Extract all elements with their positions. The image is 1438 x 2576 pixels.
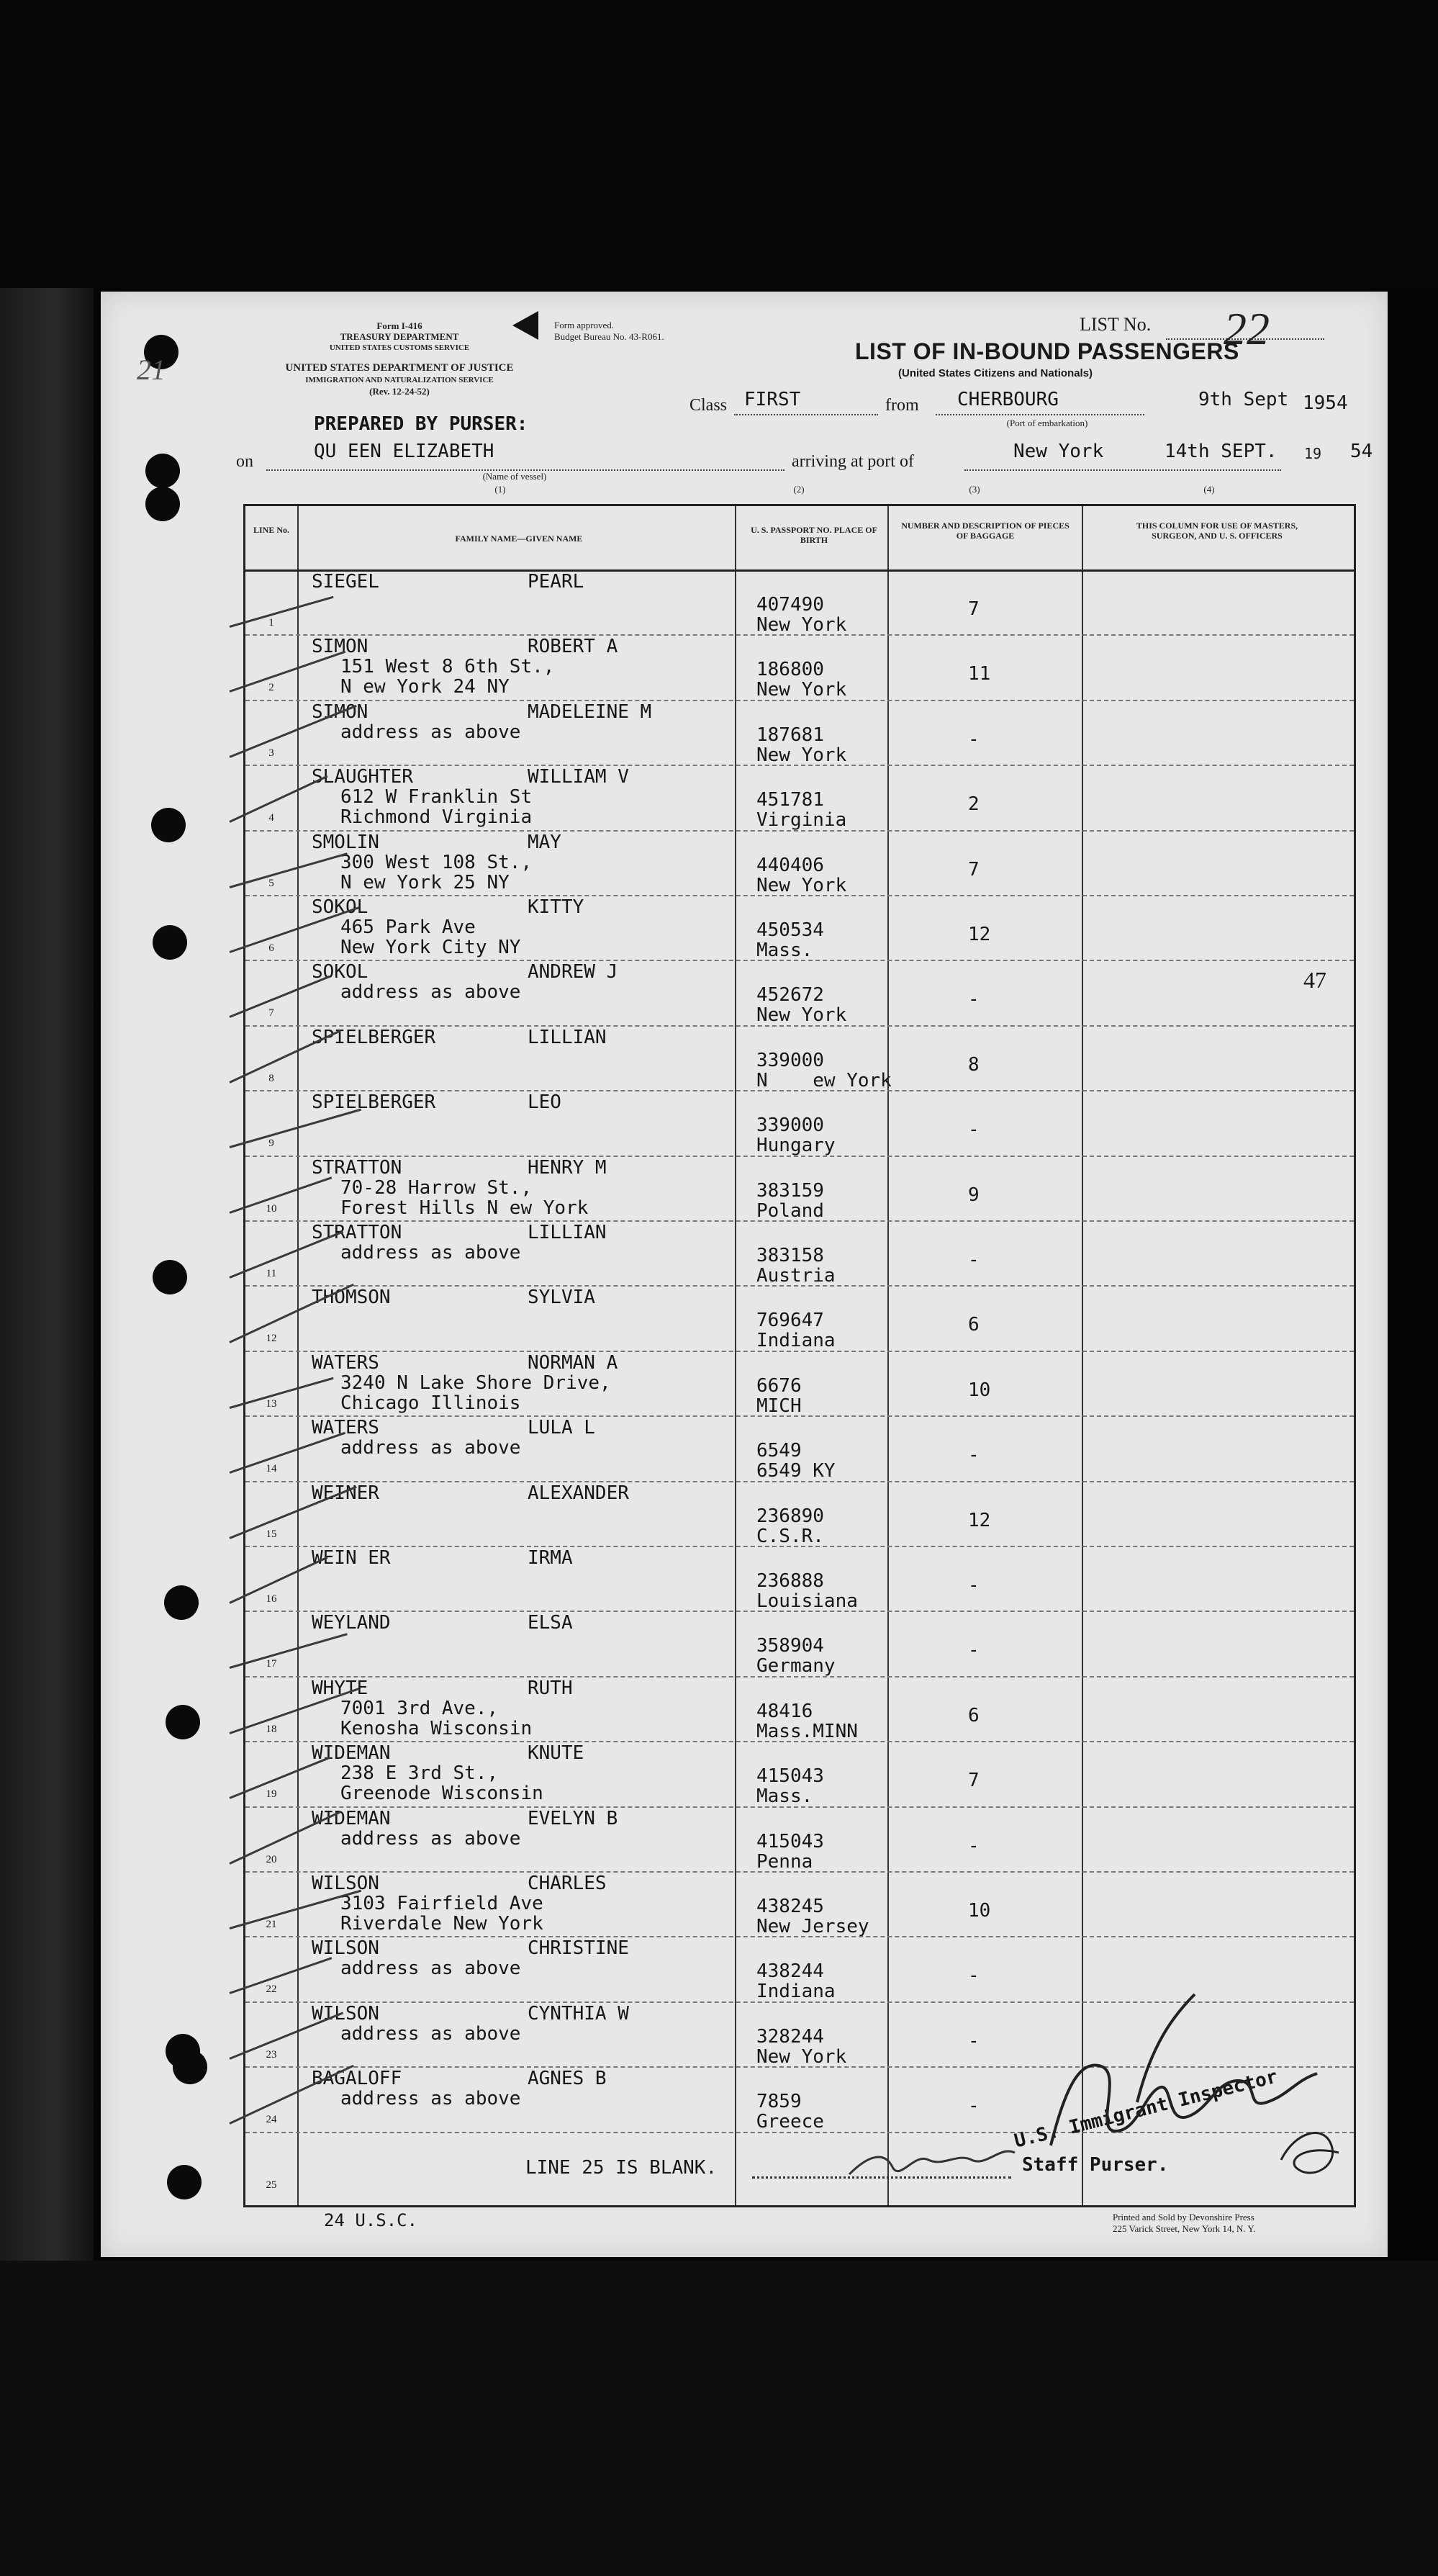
given-name: LULA L: [528, 1417, 595, 1439]
address-line-2: N ew York 24 NY: [340, 676, 510, 698]
given-name: LILLIAN: [528, 1222, 607, 1243]
address-line-1: address as above: [340, 1242, 521, 1264]
family-name: WIDEMAN: [312, 1807, 391, 1829]
address-line-1: address as above: [340, 2088, 521, 2110]
punch-hole: [151, 808, 186, 842]
line-25-note: LINE 25 IS BLANK.: [525, 2157, 718, 2179]
from-label: from: [885, 396, 919, 415]
family-name: STRATTON: [312, 1222, 402, 1243]
check-mark: [230, 651, 346, 693]
line-number: 25: [266, 2179, 277, 2191]
address-line-1: 238 E 3rd St.,: [340, 1762, 499, 1785]
place-of-birth: New York: [756, 874, 847, 896]
given-name: HENRY M: [528, 1156, 607, 1179]
col-head-line-no: LINE No.: [253, 525, 289, 535]
inspector-title: U.S. Immigrant Inspector: [1012, 2066, 1280, 2153]
col-divider: [297, 506, 299, 2205]
header-rule: [245, 569, 1354, 572]
address-line-2: Richmond Virginia: [340, 806, 533, 829]
passport-number: 383158: [756, 1245, 824, 1266]
address-line-2: New York City NY: [340, 937, 521, 958]
place-of-birth: Penna: [756, 1850, 813, 1873]
row-divider: [245, 960, 1354, 961]
passport-number: 415043: [756, 1765, 824, 1788]
punch-hole: [145, 487, 180, 521]
arrow-icon: [512, 311, 538, 340]
from-value: CHERBOURG: [957, 389, 1059, 410]
line-number: 11: [266, 1268, 277, 1279]
line-number: 23: [266, 2048, 277, 2061]
given-name: LILLIAN: [528, 1026, 607, 1048]
check-mark: [229, 1230, 343, 1278]
place-of-birth: New York: [756, 614, 847, 636]
given-name: EVELYN B: [528, 1807, 618, 1829]
on-label: on: [236, 452, 253, 471]
baggage-count: -: [968, 2095, 980, 2117]
baggage-count: 10: [968, 1379, 991, 1401]
punch-hole: [145, 454, 180, 488]
family-name: WILSON: [312, 1937, 379, 1960]
from-line: [936, 414, 1144, 415]
address-line-1: address as above: [340, 1827, 521, 1850]
baggage-count: -: [968, 728, 980, 750]
line-number: 5: [268, 877, 274, 889]
line-number: 22: [266, 1983, 277, 1996]
staff-purser: Staff Purser.: [1022, 2154, 1169, 2176]
baggage-count: 7: [968, 858, 980, 881]
scan-background-left: [0, 288, 94, 2275]
baggage-count: 7: [968, 1770, 980, 1792]
col-head-passport: U. S. PASSPORT NO. PLACE OF BIRTH: [751, 525, 877, 545]
address-line-1: 465 Park Ave: [340, 917, 476, 938]
given-name: AGNES B: [528, 2068, 607, 2090]
address-line-1: 7001 3rd Ave.,: [340, 1697, 499, 1719]
given-name: IRMA: [528, 1547, 573, 1569]
address-line-2: Forest Hills N ew York: [340, 1197, 589, 1219]
line-number: 19: [266, 1788, 277, 1801]
passenger-table: [243, 504, 1356, 2207]
revision: (Rev. 12-24-52): [369, 386, 430, 397]
row-divider: [245, 1611, 1354, 1612]
embark-date: 9th Sept: [1198, 389, 1289, 410]
form-subtitle: (United States Citizens and Nationals): [898, 367, 1093, 379]
row-divider: [245, 1806, 1354, 1808]
col-divider: [887, 506, 889, 2205]
place-of-birth: Greece: [756, 2111, 824, 2133]
customs-service: UNITED STATES CUSTOMS SERVICE: [329, 343, 470, 352]
col-num-1: (1): [494, 484, 506, 495]
passport-number: 339000: [756, 1114, 824, 1137]
row-divider: [245, 1481, 1354, 1482]
place-of-birth: Mass.MINN: [756, 1720, 858, 1742]
row-divider: [245, 1741, 1354, 1742]
form-number: Form I-416: [376, 320, 422, 331]
col-num-2: (2): [793, 484, 805, 495]
baggage-count: 2: [968, 793, 980, 816]
given-name: WILLIAM V: [528, 766, 629, 788]
passport-number: 6676: [756, 1374, 802, 1397]
family-name: BAGALOFF: [312, 2068, 402, 2090]
line-number: 3: [268, 747, 274, 759]
punch-hole: [153, 925, 187, 960]
place-of-birth: New Jersey: [756, 1916, 869, 1937]
printer-line-2: 225 Varick Street, New York 14, N. Y.: [1113, 2223, 1256, 2234]
place-of-birth: New York: [756, 744, 847, 766]
col-divider: [735, 506, 736, 2205]
passport-number: 236888: [756, 1570, 824, 1592]
baggage-count: -: [968, 988, 980, 1011]
check-mark: [230, 1109, 361, 1148]
check-mark: [229, 2065, 353, 2125]
given-name: NORMAN A: [528, 1351, 618, 1374]
address-line-1: 3240 N Lake Shore Drive,: [340, 1372, 611, 1394]
place-of-birth: MICH: [756, 1395, 802, 1417]
line-number: 13: [266, 1397, 277, 1410]
baggage-count: -: [968, 1249, 980, 1271]
baggage-count: 11: [968, 663, 991, 685]
row-divider: [245, 700, 1354, 701]
passport-number: 438245: [756, 1896, 824, 1917]
line-number: 15: [266, 1528, 277, 1540]
address-line-2: N ew York 25 NY: [340, 871, 510, 893]
passport-number: 440406: [756, 854, 824, 876]
class-line: [734, 414, 878, 415]
address-line-1: address as above: [340, 2022, 521, 2045]
check-mark: [229, 2012, 343, 2059]
line-number: 17: [266, 1658, 277, 1670]
address-line-2: Greenode Wisconsin: [340, 1783, 543, 1805]
baggage-count: 8: [968, 1053, 980, 1076]
family-name: SIMON: [312, 636, 368, 658]
passport-number: 236890: [756, 1505, 824, 1527]
address-line-1: address as above: [340, 1437, 521, 1459]
passport-number: 328244: [756, 2025, 824, 2048]
treasury-dept: TREASURY DEPARTMENT: [340, 331, 459, 342]
port-line: [964, 469, 1281, 471]
line-number: 1: [268, 617, 274, 629]
line-number: 24: [266, 2114, 277, 2126]
family-name: WEINER: [312, 1482, 379, 1504]
given-name: MAY: [528, 831, 561, 853]
family-name: STRATTON: [312, 1156, 402, 1179]
given-name: SYLVIA: [528, 1287, 595, 1309]
given-name: LEO: [528, 1091, 561, 1114]
row-divider: [245, 1676, 1354, 1677]
scan-background-right: [1389, 288, 1438, 2275]
baggage-count: -: [968, 1834, 980, 1857]
col-divider: [1082, 506, 1083, 2205]
form-title: LIST OF IN-BOUND PASSENGERS: [855, 338, 1239, 364]
baggage-count: 12: [968, 924, 991, 945]
line-number: 4: [268, 812, 274, 824]
family-name: SOKOL: [312, 896, 368, 918]
punch-hole: [164, 1585, 199, 1620]
address-line-1: 151 West 8 6th St.,: [340, 656, 555, 678]
inspector-signature: [835, 1973, 1353, 2189]
port-of-embarkation-caption: (Port of embarkation): [1006, 418, 1088, 428]
family-name: SLAUGHTER: [312, 766, 413, 788]
row-divider: [245, 1546, 1354, 1547]
given-name: CYNTHIA W: [528, 2002, 629, 2025]
family-name: SIEGEL: [312, 571, 379, 593]
place-of-birth: New York: [756, 1004, 847, 1027]
baggage-count: 6: [968, 1314, 980, 1336]
place-of-birth: Indiana: [756, 1981, 836, 2003]
passport-number: 438244: [756, 1960, 824, 1983]
given-name: ROBERT A: [528, 636, 618, 658]
family-name: WHYTE: [312, 1677, 368, 1699]
given-name: KITTY: [528, 896, 584, 918]
passport-number: 450534: [756, 919, 824, 941]
given-name: ANDREW J: [528, 961, 618, 983]
family-name: WATERS: [312, 1351, 379, 1374]
address-line-1: 70-28 Harrow St.,: [340, 1176, 533, 1199]
check-mark: [229, 1486, 356, 1539]
baggage-count: -: [968, 2030, 980, 2052]
baggage-count: -: [968, 1575, 980, 1596]
given-name: RUTH: [528, 1677, 573, 1699]
officer-note: 47: [1303, 967, 1326, 994]
line-number: 6: [268, 942, 274, 954]
passport-number: 407490: [756, 594, 824, 616]
place-of-birth: Austria: [756, 1265, 836, 1287]
list-no-label: LIST No.: [1080, 314, 1152, 335]
address-line-1: address as above: [340, 1958, 521, 1980]
passport-number: 769647: [756, 1310, 824, 1332]
address-line-1: address as above: [340, 981, 521, 1004]
col-head-officers: THIS COLUMN FOR USE OF MASTERS, SURGEON, AND U. S. OFFICERS: [1136, 521, 1298, 541]
row-divider: [245, 1351, 1354, 1352]
family-name: WILSON: [312, 1873, 379, 1894]
passport-number: 48416: [756, 1700, 813, 1722]
arrival-year: 54: [1350, 441, 1373, 462]
family-name: WILSON: [312, 2002, 379, 2025]
place-of-birth: New York: [756, 679, 847, 701]
scan-background-bottom: [0, 2261, 1438, 2576]
baggage-count: -: [968, 1965, 980, 1987]
place-of-birth: 6549 KY: [756, 1460, 836, 1482]
row-divider: [245, 1285, 1354, 1287]
address-line-1: 612 W Franklin St: [340, 786, 533, 809]
check-mark: [230, 1432, 346, 1474]
place-of-birth: Mass.: [756, 940, 813, 961]
given-name: CHARLES: [528, 1873, 607, 1894]
family-name: SPIELBERGER: [312, 1091, 436, 1114]
vessel-name: QU EEN ELIZABETH: [314, 441, 494, 462]
col-head-baggage: NUMBER AND DESCRIPTION OF PIECES OF BAGGAGE: [901, 521, 1070, 541]
col-num-4: (4): [1203, 484, 1215, 495]
line-number: 14: [266, 1463, 277, 1475]
passport-number: 187681: [756, 724, 824, 746]
embark-year: 1954: [1303, 392, 1348, 414]
passport-number: 452672: [756, 984, 824, 1006]
address-line-2: Riverdale New York: [340, 1913, 543, 1935]
baggage-count: -: [968, 1444, 980, 1467]
place-of-birth: Mass.: [756, 1785, 813, 1808]
row-divider: [245, 1871, 1354, 1873]
line-number: 10: [266, 1202, 277, 1215]
class-label: Class: [689, 396, 728, 415]
place-of-birth: Hungary: [756, 1135, 836, 1157]
baggage-count: 9: [968, 1184, 980, 1206]
given-name: CHRISTINE: [528, 1937, 629, 1960]
budget-bureau: Budget Bureau No. 43-R061.: [554, 331, 664, 342]
passport-number: 383159: [756, 1179, 824, 1202]
punch-hole: [153, 1260, 187, 1294]
punch-hole: [173, 2050, 207, 2084]
passport-number: 358904: [756, 1635, 824, 1657]
address-line-2: Kenosha Wisconsin: [340, 1717, 533, 1739]
col-head-name: FAMILY NAME—GIVEN NAME: [455, 533, 583, 544]
footer-usc: 24 U.S.C.: [324, 2210, 418, 2230]
margin-mark: 21: [137, 353, 166, 386]
family-name: SOKOL: [312, 961, 368, 983]
given-name: MADELEINE M: [528, 701, 652, 723]
family-name: WIDEMAN: [312, 1742, 391, 1765]
line-number: 8: [268, 1072, 274, 1084]
baggage-count: -: [968, 1639, 980, 1662]
family-name: SMOLIN: [312, 831, 379, 853]
printer-line-1: Printed and Sold by Devonshire Press: [1113, 2212, 1254, 2223]
passport-number: 7859: [756, 2091, 802, 2113]
class-value: FIRST: [744, 389, 801, 410]
passport-number: 451781: [756, 789, 824, 811]
passport-number: 6549: [756, 1440, 802, 1462]
check-mark: [230, 1634, 348, 1670]
place-of-birth: C.S.R.: [756, 1525, 824, 1547]
passport-number: 186800: [756, 659, 824, 681]
arriving-label: arriving at port of: [792, 452, 914, 471]
baggage-count: 12: [968, 1509, 991, 1531]
passport-number: 339000: [756, 1049, 824, 1071]
address-line-1: 300 West 108 St.,: [340, 851, 533, 873]
passport-number: 415043: [756, 1830, 824, 1852]
line-number: 9: [268, 1138, 274, 1150]
scan-background-top: [0, 0, 1438, 288]
list-no-value: 22: [1224, 303, 1270, 354]
given-name: KNUTE: [528, 1742, 584, 1765]
row-divider: [245, 1220, 1354, 1222]
given-name: ELSA: [528, 1612, 573, 1634]
row-divider: [245, 830, 1354, 832]
family-name: WATERS: [312, 1417, 379, 1439]
address-line-2: Chicago Illinois: [340, 1392, 521, 1414]
punch-hole: [167, 2165, 202, 2199]
punch-hole: [166, 1705, 200, 1739]
row-divider: [245, 1156, 1354, 1157]
family-name: WEYLAND: [312, 1612, 391, 1634]
line-number: 16: [266, 1593, 277, 1605]
row-divider: [245, 1936, 1354, 1937]
baggage-count: 6: [968, 1704, 980, 1726]
row-divider: [245, 1415, 1354, 1417]
place-of-birth: Louisiana: [756, 1590, 858, 1612]
place-of-birth: New York: [756, 2045, 847, 2068]
given-name: ALEXANDER: [528, 1482, 629, 1504]
form-approved: Form approved.: [554, 320, 615, 330]
place-of-birth: Virginia: [756, 809, 847, 832]
line-number: 12: [266, 1333, 277, 1345]
place-of-birth: Poland: [756, 1199, 824, 1222]
line-number: 7: [268, 1007, 274, 1019]
address-line-1: 3103 Fairfield Ave: [340, 1893, 543, 1914]
line-number: 2: [268, 682, 274, 694]
family-name: SIMON: [312, 701, 368, 723]
family-name: SPIELBERGER: [312, 1026, 436, 1048]
line-number: 18: [266, 1723, 277, 1735]
baggage-count: 7: [968, 598, 980, 620]
given-name: PEARL: [528, 571, 584, 593]
arrival-year-prefix: 19: [1304, 445, 1322, 462]
row-divider: [245, 634, 1354, 636]
place-of-birth: N ew York: [756, 1069, 892, 1091]
line-number: 20: [266, 1853, 277, 1865]
address-line-1: address as above: [340, 721, 521, 743]
line-number: 21: [266, 1919, 277, 1930]
col-num-3: (3): [969, 484, 980, 495]
check-mark: [230, 852, 348, 888]
baggage-count: 10: [968, 1900, 991, 1922]
justice-dept: UNITED STATES DEPARTMENT OF JUSTICE: [285, 362, 514, 374]
arrival-port: New York: [1013, 441, 1104, 462]
place-of-birth: Germany: [756, 1655, 836, 1677]
vessel-caption: (Name of vessel): [482, 471, 547, 482]
baggage-count: -: [968, 1119, 980, 1141]
check-mark: [229, 705, 356, 758]
arrival-date: 14th SEPT.: [1165, 441, 1278, 462]
family-name: THOMSON: [312, 1287, 391, 1309]
ins-service: IMMIGRATION AND NATURALIZATION SERVICE: [305, 376, 494, 384]
check-mark: [229, 1284, 353, 1343]
family-name: WEIN ER: [312, 1547, 391, 1569]
prepared-by: PREPARED BY PURSER:: [314, 413, 528, 435]
row-divider: [245, 895, 1354, 896]
place-of-birth: Indiana: [756, 1330, 836, 1352]
